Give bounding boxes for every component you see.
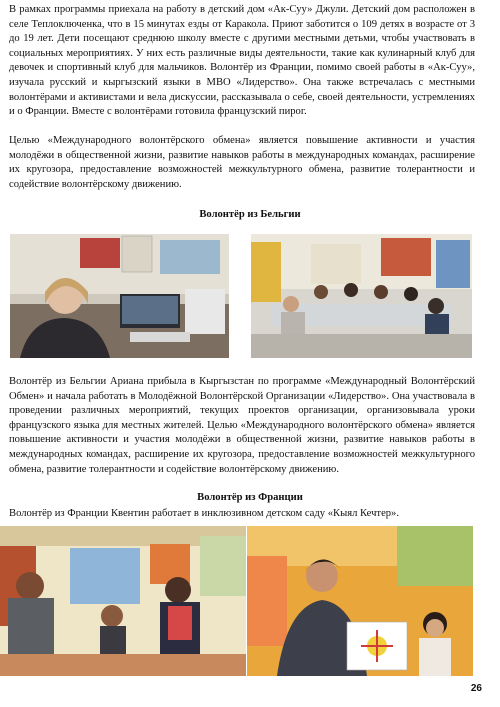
photo-office-volunteer (10, 234, 229, 358)
photo-kindergarten-children (0, 526, 246, 676)
intro-paragraph-2: Целью «Международного волонтёрского обмена» является повышение активности и участия молодёжи в общественной жизни, развитие навыков работы в международных командах, расширение их кругозора, предоставление возможностей межкультурного обмена, развитие толерантности и содействие волонтёрскому движению. (9, 135, 475, 190)
belgium-heading: Волонтёр из Бельгии (199, 209, 301, 220)
intro-paragraph-1: В рамках программы приехала на работу в детский дом «Ак-Суу» Джули. Детский дом расположен в селе Теплоключенка, что в 15 минутах езды от Каракола. Приют заботится о 109 детях в возрасте от 3 до 19 лет. Дети посещают среднюю школу вместе с другими местными детьми, чтобы участвовать в социальных мероприятиях. У них есть различные виды деятельности, такие как кулинарный клуб для девочек и спортивный клуб для мальчиков. Волонтёр из Франции, помимо своей работы в «Ак-Суу», изучала русский и кыргызский языки в МВО «Лидерство». Она также встречалась с местными волонтёрами и активистами и вела дискуссии, рассказывала о себе, своей деятельности, устремлениях и о Франции. Вместе с волонтёрами готовила французский пирог. (9, 4, 475, 118)
belgium-paragraph: Волонтёр из Бельгии Ариана прибыла в Кыргызстан по программе «Международный Волонтёрский Обмен» и начала работать в Молодёжной Волонтёрской Организации «Лидерство». Она участвовала в проведении различных мероприятий, текущих проектов организации, организовывала уроки французского языка для местных жителей. Целью «Международного волонтёрского обмена» является повышение активности и участия молодёжи в общественной жизни, развитие навыков работы в международных командах, расширение их кругозора, предоставление возможностей межкультурного обмена, развитие толерантности и содействие волонтёрскому движению. (9, 376, 475, 475)
photo-group-classroom (251, 234, 472, 358)
page-number: 26 (470, 683, 482, 694)
photo-volunteer-with-child-drawing (247, 526, 473, 676)
france-heading: Волонтёр из Франции (197, 492, 303, 503)
france-paragraph: Волонтёр из Франции Квентин работает в инклюзивном детском саду «Кыял Кечтер». (9, 508, 400, 519)
